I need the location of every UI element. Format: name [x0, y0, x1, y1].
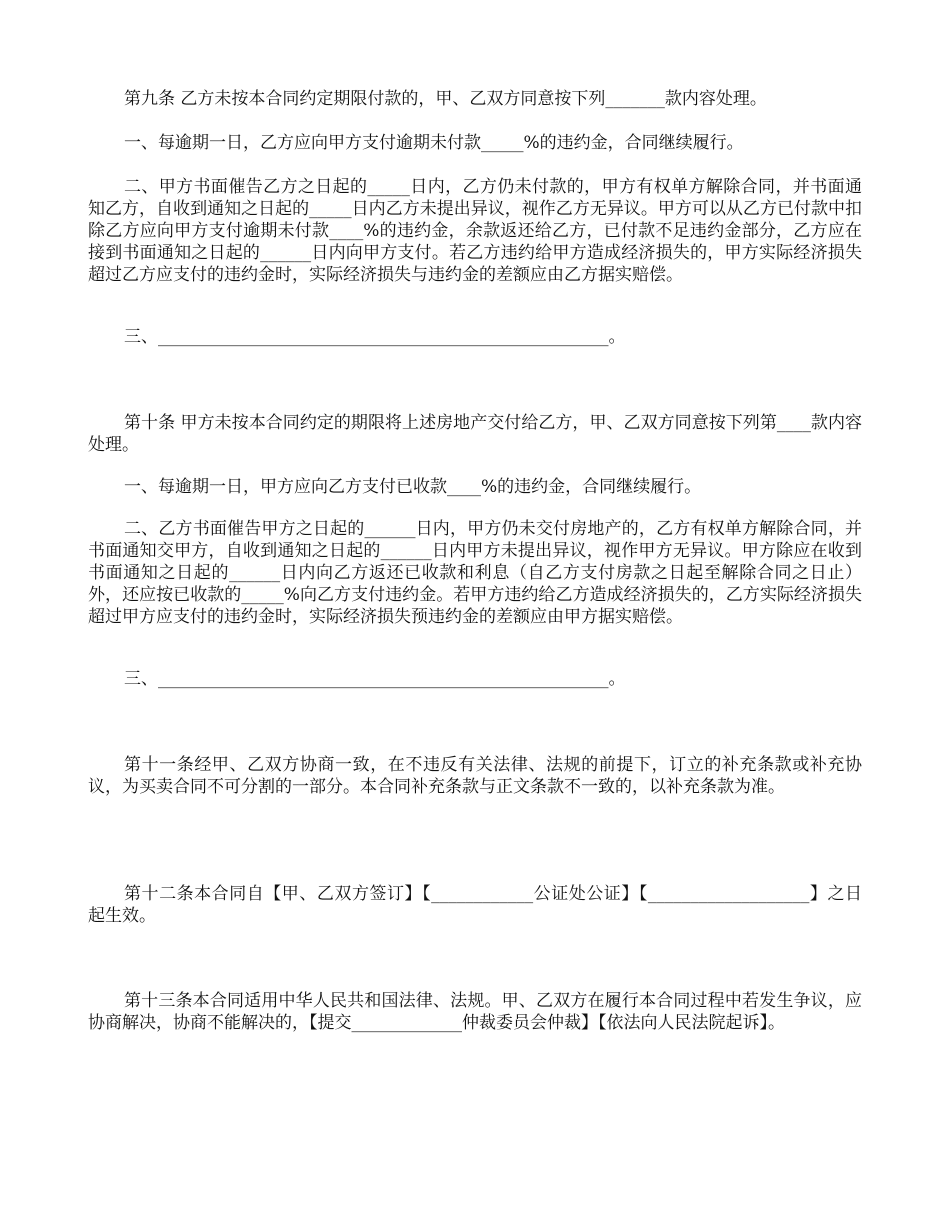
article-10-clause-1: 一、每逾期一日，甲方应向乙方支付已收款____%的违约金，合同继续履行。 — [124, 477, 702, 497]
article-9-clause-3: 三、_____________________________________________________。 — [124, 327, 626, 347]
article-10-clause-3: 三、_____________________________________________________。 — [124, 669, 626, 689]
article-10-heading: 第十条 甲方未按本合同约定的期限将上述房地产交付给乙方，甲、乙双方同意按下列第____款内容处理。 — [88, 413, 862, 455]
article-10-clause-2: 二、乙方书面催告甲方之日起的______日内，甲方仍未交付房地产的，乙方有权单方解除合同，并书面通知交甲方，自收到通知之日起的______日内甲方未提出异议，视作甲方无异议。甲方除应在收到书面通知之日起的______日内向乙方返还已收款和利息（自乙方支付房款之日起至解除合同之日止）外，还应按已收款的_____%向乙方支付违约金。若甲方违约给乙方造成经济损失的，乙方实际经济损失超过甲方应支付的违约金时，实际经济损失预违约金的差额应由甲方据实赔偿。 — [88, 519, 862, 627]
article-12: 第十二条本合同自【甲、乙双方签订】【____________公证处公证】【___________________】之日起生效。 — [88, 884, 862, 926]
article-9-heading: 第九条 乙方未按本合同约定期限付款的，甲、乙双方同意按下列_______款内容处理。 — [124, 89, 767, 109]
article-9-clause-2: 二、甲方书面催告乙方之日起的_____日内，乙方仍未付款的，甲方有权单方解除合同，并书面通知乙方，自收到通知之日起的_____日内乙方未提出异议，视作乙方无异议。甲方可以从乙方已付款中扣除乙方应向甲方支付逾期未付款____%的违约金，余款返还给乙方，已付款不足违约金部分，乙方应在接到书面通知之日起的______日内向甲方支付。若乙方违约给甲方造成经济损失的，甲方实际经济损失超过乙方应支付的违约金时，实际经济损失与违约金的差额应由乙方据实赔偿。 — [88, 177, 862, 285]
article-9-clause-1: 一、每逾期一日，乙方应向甲方支付逾期未付款_____%的违约金，合同继续履行。 — [124, 133, 744, 153]
article-11: 第十一条经甲、乙双方协商一致，在不违反有关法律、法规的前提下，订立的补充条款或补充协议，为买卖合同不可分割的一部分。本合同补充条款与正文条款不一致的，以补充条款为准。 — [88, 755, 862, 797]
article-13: 第十三条本合同适用中华人民共和国法律、法规。甲、乙双方在履行本合同过程中若发生争议，应协商解决，协商不能解决的，【提交_____________仲裁委员会仲裁】【依法向人民法院起诉】。 — [88, 991, 862, 1033]
